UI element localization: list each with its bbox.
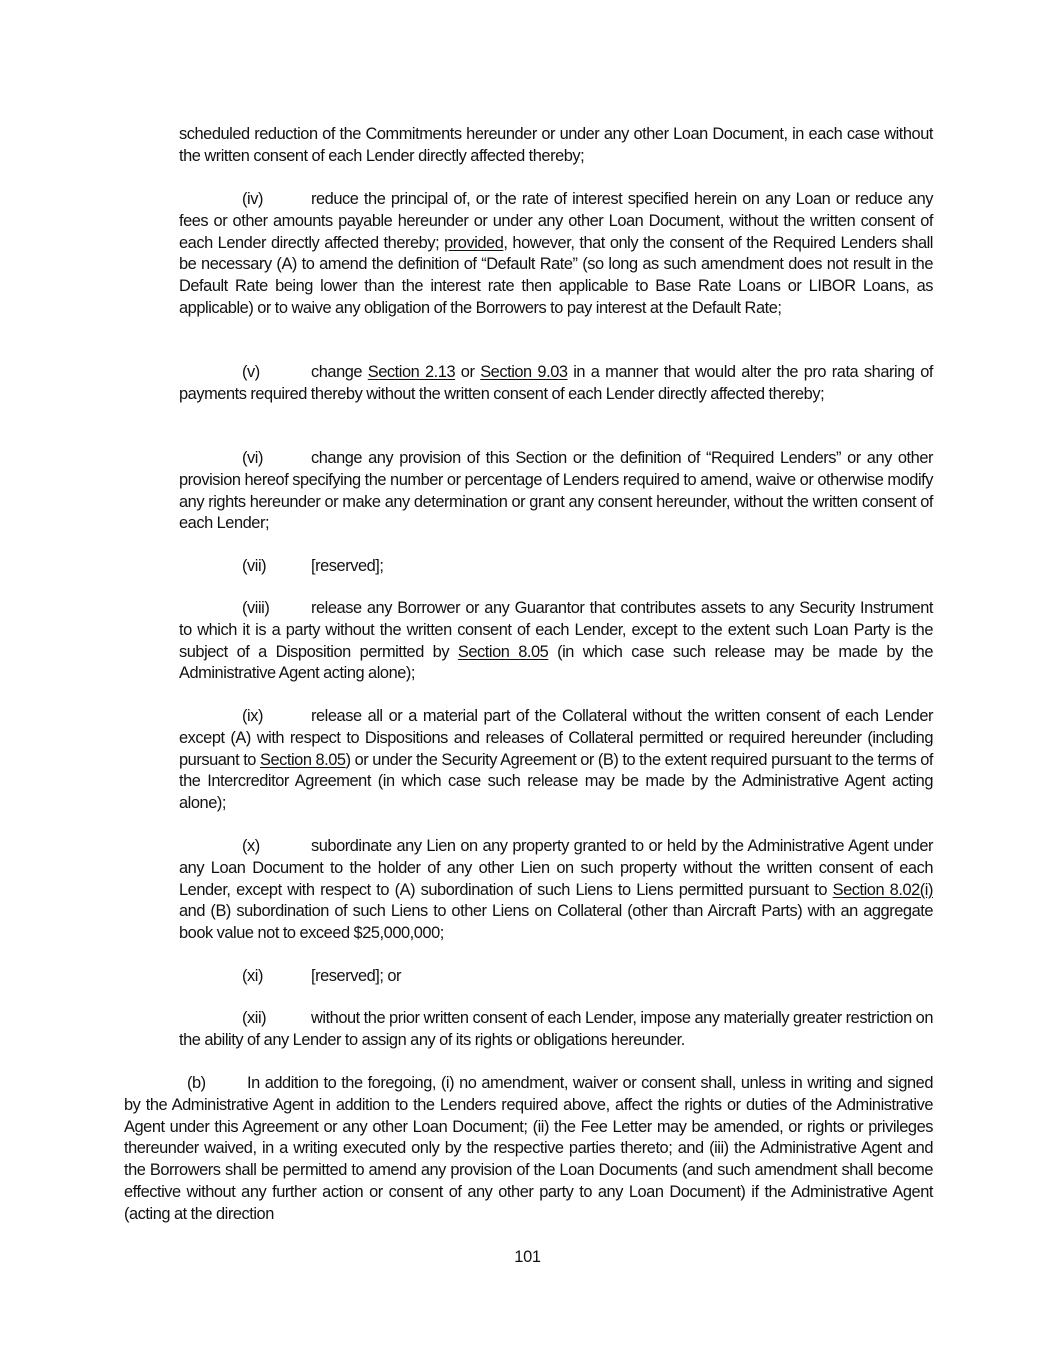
clause-text: , however, that only the consent of the Required Lenders shall be necessary (A) to amend the definition of “Default Rate” (so long as such amendment does not result in the Default Rate being lower than the interest rate then applicable to Base Rate Loans or LIBOR Loans, as applicable) or to waive any obligation of the Borrowers to pay interest at the Default Rate; <box>179 233 933 317</box>
clause-text: and (B) subordination of such Liens to other Liens on Collateral (other than Aircraft Parts) with an aggregate book value not to exceed $25,000,000; <box>179 902 933 943</box>
page-number: 101 <box>514 1248 541 1266</box>
clause-text: change any provision of this Section or the definition of “Required Lenders” or any other provision hereof specifying the number or percentage of Lenders required to amend, waive or otherwise modify any rights hereunder or make any determination or grant any consent hereunder, without the written consent of each Lender; <box>179 449 933 533</box>
section-reference: Section 8.02(i) <box>832 880 933 899</box>
section-reference: Section 2.13 <box>367 363 456 381</box>
clause-text: release all or a material part of the Collateral without the written consent of each Lender except (A) with respect to Dispositions and releases of Collateral permitted or required hereunder (including pursuant to <box>179 707 933 769</box>
clause-number: (ix) <box>242 707 263 725</box>
clause-vii <box>179 556 933 578</box>
clause-number: (xi) <box>242 967 263 985</box>
clause-x <box>179 836 933 945</box>
clause-ix <box>179 706 933 815</box>
clause-iv <box>179 189 933 320</box>
intro-paragraph <box>179 124 933 168</box>
clause-text: [reserved]; or <box>311 967 402 985</box>
clause-number: (vi) <box>242 449 263 467</box>
clause-text: change <box>311 363 368 381</box>
section-reference: Section 9.03 <box>480 363 568 381</box>
paragraph-text: In addition to the foregoing, (i) no amendment, waiver or consent shall, unless in writing and signed by the Administrative Agent in addition to the Lenders required above, affect the rights or duties of the Administrative Agent under this Agreement or any other Loan Document; (ii) the Fee Letter may be amended, or rights or privileges thereunder waived, in a writing executed only by the respective parties thereto; and (iii) the Administrative Agent and the Borrowers shall be permitted to amend any provision of the Loan Documents (and such amendment shall become effective without any further action or consent of any other party to any Loan Document) if the Administrative Agent (acting at the direction <box>124 1074 933 1223</box>
clause-text: release any Borrower or any Guarantor that contributes assets to any Security Instrument to which it is a party without the written consent of each Lender, except to the extent such Loan Party is the subject of a Disposition permitted by <box>179 599 933 661</box>
clause-vi <box>179 448 933 535</box>
section-reference: Section 8.05 <box>457 642 549 661</box>
section-reference: Section 8.05 <box>259 750 346 769</box>
clause-number: (x) <box>242 837 260 855</box>
clause-text: without the prior written consent of each Lender, impose any materially greater restriction on the ability of any Lender to assign any of its rights or obligations hereunder. <box>179 1009 933 1049</box>
clause-text: reduce the principal of, or the rate of interest specified herein on any Loan or reduce any fees or other amounts payable hereunder or under any other Loan Document, without the written consent of each Lender directly affected thereby; <box>179 190 933 252</box>
provided-term: provided <box>444 233 504 252</box>
clause-text: or <box>455 363 481 381</box>
clause-text: (in which case such release may be made by the Administrative Agent acting alone); <box>179 642 934 683</box>
clause-text: ) or under the Security Agreement or (B) to the extent required pursuant to the terms of the Intercreditor Agreement (in which case such release may be made by the Administrative Agent acting alone); <box>179 750 933 813</box>
clause-number: (viii) <box>242 599 270 617</box>
intro-text: scheduled reduction of the Commitments hereunder or under any other Loan Document, in each case without the written consent of each Lender directly affected thereby; <box>179 125 933 165</box>
clause-text: [reserved]; <box>311 557 384 575</box>
clause-number: (iv) <box>242 190 263 208</box>
paragraph-number: (b) <box>187 1074 206 1092</box>
paragraph-b <box>124 1073 933 1226</box>
clause-viii <box>179 598 933 685</box>
clause-xi <box>179 966 933 988</box>
clause-number: (v) <box>242 363 260 381</box>
clause-xii <box>179 1008 933 1052</box>
clause-text: subordinate any Lien on any property granted to or held by the Administrative Agent under any Loan Document to the holder of any other Lien on such property without the written consent of each Lender, except with respect to (A) subordination of such Liens to Liens permitted pursuant to <box>179 837 933 899</box>
clause-text: in a manner that would alter the pro rata sharing of payments required thereby without the written consent of each Lender directly affected thereby; <box>179 363 934 403</box>
clause-number: (vii) <box>242 557 267 575</box>
clause-v <box>179 362 933 406</box>
clause-number: (xii) <box>242 1009 267 1027</box>
